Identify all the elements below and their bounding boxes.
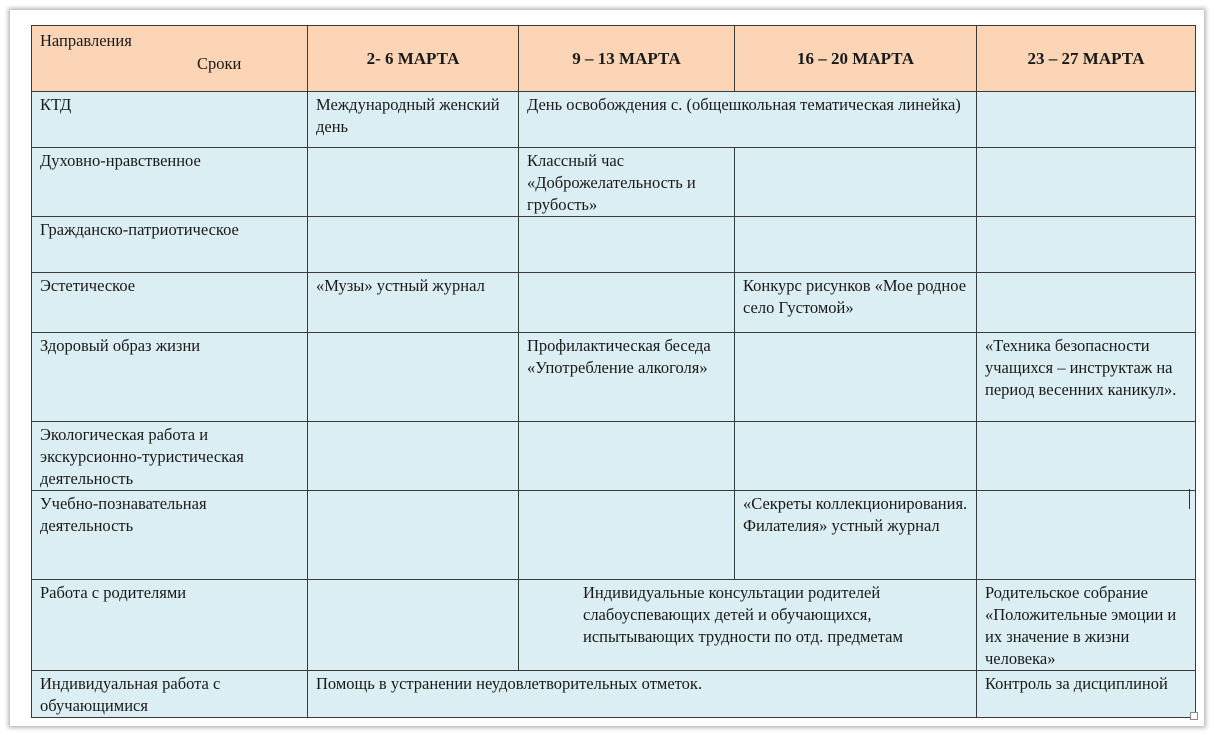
week-3-cell — [735, 333, 977, 422]
week-1-cell — [308, 422, 519, 491]
week-2-3-cell: Индивидуальные консультации родителей слабоуспевающих детей и обучающихся, испытывающих трудности по отд. предметам — [519, 580, 977, 671]
resize-handle[interactable] — [1190, 712, 1198, 720]
week-1-cell — [308, 217, 519, 273]
week-4-cell: Родительское собрание «Положительные эмоции и их значение в жизни человека» — [977, 580, 1196, 671]
week-2-cell — [519, 422, 735, 491]
category-cell: КТД — [32, 92, 308, 148]
week-1-cell — [308, 333, 519, 422]
week-2-cell — [519, 491, 735, 580]
week-3-cell: Конкурс рисунков «Мое родное село Густомой» — [735, 273, 977, 333]
table-row — [32, 491, 1196, 580]
table-row — [32, 217, 1196, 273]
category-cell: Эстетическое — [32, 273, 308, 333]
week-2-cell — [519, 273, 735, 333]
header-row — [32, 26, 1196, 92]
week-4-cell — [977, 92, 1196, 148]
week-4-header: 23 – 27 МАРТА — [977, 26, 1196, 92]
table-row — [32, 273, 1196, 333]
table-row — [32, 92, 1196, 148]
table-row — [32, 671, 1196, 718]
week-1-cell — [308, 580, 519, 671]
week-1-cell — [308, 491, 519, 580]
table-row — [32, 148, 1196, 217]
table-row — [32, 333, 1196, 422]
category-cell: Экологическая работа и экскурсионно-туристическая деятельность — [32, 422, 308, 491]
category-cell: Гражданско-патриотическое — [32, 217, 308, 273]
direction-label: Направления — [40, 31, 132, 50]
category-cell: Духовно-нравственное — [32, 148, 308, 217]
week-2-3-cell: День освобождения с. (общешкольная тематическая линейка) — [519, 92, 977, 148]
document-page — [10, 10, 1204, 726]
week-4-cell — [977, 491, 1196, 580]
week-3-cell: «Секреты коллекционирования. Филателия» устный журнал — [735, 491, 977, 580]
header-direction-cell — [32, 26, 308, 92]
week-4-cell — [977, 422, 1196, 491]
category-cell: Индивидуальная работа с обучающимися — [32, 671, 308, 718]
week-4-cell — [977, 148, 1196, 217]
plan-table — [31, 25, 1196, 718]
week-4-cell — [977, 217, 1196, 273]
text-cursor — [1189, 489, 1190, 509]
week-4-cell: «Техника безопасности учащихся – инструктаж на период весенних каникул». — [977, 333, 1196, 422]
table-row — [32, 580, 1196, 671]
week-1-cell: Международный женский день — [308, 92, 519, 148]
category-cell: Работа с родителями — [32, 580, 308, 671]
week-1-cell: «Музы» устный журнал — [308, 273, 519, 333]
week-2-cell: Классный час «Доброжелательность и грубость» — [519, 148, 735, 217]
week-4-cell — [977, 273, 1196, 333]
week-2-cell: Профилактическая беседа «Употребление алкоголя» — [519, 333, 735, 422]
category-cell: Здоровый образ жизни — [32, 333, 308, 422]
week-2-header: 9 – 13 МАРТА — [519, 26, 735, 92]
week-3-cell — [735, 148, 977, 217]
week-1-cell — [308, 148, 519, 217]
category-cell: Учебно-познавательная деятельность — [32, 491, 308, 580]
week-2-cell — [519, 217, 735, 273]
week-1-3-cell: Помощь в устранении неудовлетворительных отметок. — [308, 671, 977, 718]
week-3-header: 16 – 20 МАРТА — [735, 26, 977, 92]
week-3-cell — [735, 422, 977, 491]
terms-label: Сроки — [197, 54, 242, 73]
week-3-cell — [735, 217, 977, 273]
table-row — [32, 422, 1196, 491]
week-4-cell: Контроль за дисциплиной — [977, 671, 1196, 718]
week-1-header: 2- 6 МАРТА — [308, 26, 519, 92]
